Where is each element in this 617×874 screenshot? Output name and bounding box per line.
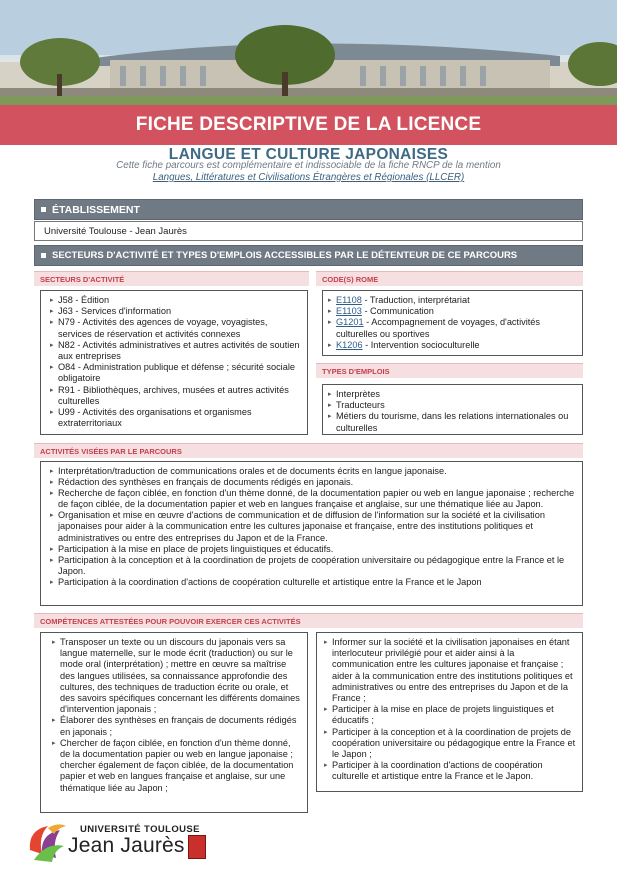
list-item: ▸ Participer à la mise en place de projets linguistiques et éducatifs ; [324, 704, 578, 726]
list-item: ▸ Organisation et mise en œuvre d'actions de communication et de diffusion de l'information sur la société et la civilisation japonaises pour aider à la communication entre les cultures japonaise et française, entre des institutions politiques et administratives ou entre des entreprises du Japon et de la France. [50, 510, 578, 543]
rome-item [328, 317, 578, 339]
university-logo [24, 820, 224, 866]
list-item: ▸ Participation à la coordination d'actions de coopération culturelle et artistique entre la France et le Japon [50, 577, 578, 588]
list-item: ▸ Participation à la conception et à la coordination de projets de coopération universitaire ou pédagogique entre la France et le Japon. [50, 555, 578, 577]
list-item: ▸ Interprétation/traduction de communications orales et de documents écrits en langue japonaise. [50, 466, 578, 477]
list-item: ▸ Chercher de façon ciblée, en fonction d'un thème donné, de la documentation papier ou web en langue japonaise ; chercher également de façon ciblée, de la documentation papier et web en langues française et anglaise, sur une thématique liée au Japon ; [52, 738, 303, 794]
etablissement-header [34, 199, 583, 220]
codes-rome-title: CODE(S) ROME [322, 274, 379, 284]
logo-jean-jaures-text: Jean Jaurès [68, 834, 185, 857]
list-item: ▸ Participer à la conception et à la coordination de projets de coopération universitaire ou pédagogique entre la France et le Japon ; [324, 727, 578, 761]
list-item: ▸ Transposer un texte ou un discours du japonais vers sa langue maternelle, sur le mode écrit (traduction) ou sur le mode oral (interprétation) ; mettre en œuvre sa maîtrise des langues utilisées, sa connaissance approfondie des cultures, des techniques de traduction écrite ou orale, et des savoirs spécifiques concernant les différents domaines d'intervention japonais ; [52, 637, 303, 715]
activites-subheader [34, 443, 583, 458]
rome-item [328, 306, 578, 317]
rome-label: - Communication [361, 306, 434, 317]
rome-code-link[interactable]: E1103 [336, 306, 362, 317]
list-item: ▸ U99 - Activités des organisations et organismes extraterritoriaux [50, 407, 303, 429]
list-item: ▸ Interprètes [328, 389, 578, 400]
rome-item [328, 295, 578, 306]
competences-right-box [316, 632, 583, 792]
document-title: FICHE DESCRIPTIVE DE LA LICENCE [135, 114, 482, 135]
list-item: ▸ J63 - Services d'information [50, 306, 303, 317]
competences-subheader [34, 613, 583, 628]
list-item: ▸ Traducteurs [328, 400, 578, 411]
campus-illustration [0, 0, 617, 105]
rome-code-link[interactable]: G1201 [336, 317, 364, 328]
logo-university-text: UNIVERSITÉ TOULOUSE [80, 824, 200, 835]
list-item: ▸ N79 - Activités des agences de voyage, voyagistes, services de réservation et activités connexes [50, 317, 303, 339]
secteurs-title: SECTEURS D'ACTIVITÉ [40, 274, 125, 284]
title-banner [0, 105, 617, 145]
secteurs-bar-title: SECTEURS D'ACTIVITÉ ET TYPES D'EMPLOIS ACCESSIBLES PAR LE DÉTENTEUR DE CE PARCOURS [52, 250, 518, 261]
rome-code-link[interactable]: E1108 [336, 295, 362, 305]
mention-link[interactable]: Langues, Littératures et Civilisations Étrangères et Régionales (LLCER) [152, 172, 465, 183]
rome-label: - Intervention socioculturelle [362, 339, 480, 350]
rome-code-link[interactable]: K1206 [336, 339, 363, 350]
activites-box [40, 461, 583, 606]
list-item: ▸ Recherche de façon ciblée, en fonction d'un thème donné, de la documentation papier ou web en langue japonaise ; recherche de façon ciblée, de la documentation papier et web en langues française et anglaise, sur une thématique liée au Japon. [50, 488, 578, 510]
list-item: ▸ J58 - Édition [50, 295, 303, 306]
rome-item [328, 340, 578, 351]
competences-title: COMPÉTENCES ATTESTÉES POUR POUVOIR EXERCER CES ACTIVITÉS [40, 616, 301, 626]
list-item: ▸ R91 - Bibliothèques, archives, musées et autres activités culturelles [50, 385, 303, 407]
intro-line: Cette fiche parcours est complémentaire et indissociable de la fiche RNCP de la mention [116, 160, 501, 171]
logo-swirl-icon [24, 820, 70, 864]
secteurs-box [40, 290, 308, 435]
list-item: ▸ Participation à la mise en place de projets linguistiques et éducatifs. [50, 544, 578, 555]
activites-title: ACTIVITÉS VISÉES PAR LE PARCOURS [40, 446, 182, 456]
bullet-square-icon [41, 207, 46, 212]
rome-label: - Traduction, interprétariat [361, 295, 470, 305]
competences-left-box [40, 632, 308, 813]
intro-text [60, 160, 557, 184]
secteurs-subheader [34, 271, 309, 286]
codes-rome-subheader [316, 271, 583, 286]
campus-photo [0, 0, 617, 105]
list-item: ▸ Rédaction des synthèses en français de documents rédigés en japonais. [50, 477, 578, 488]
etablissement-value: Université Toulouse - Jean Jaurès [44, 225, 187, 237]
list-item: ▸ Métiers du tourisme, dans les relations internationales ou culturelles [328, 411, 578, 433]
codes-rome-box [322, 290, 583, 356]
types-emplois-title: TYPES D'EMPLOIS [322, 366, 390, 376]
list-item: ▸ Élaborer des synthèses en français de documents rédigés en japonais ; [52, 715, 303, 737]
bullet-square-icon [41, 253, 46, 258]
seal-icon [188, 835, 206, 859]
etablissement-box [34, 221, 583, 241]
list-item: ▸ Informer sur la société et la civilisation japonaises en étant interlocuteur privilégié pour et aider ainsi à la communication entre les cultures japonaise et française ; aider à la communication entre des institutions politiques et administratives ou entre des entreprises du Japon et de la France ; [324, 637, 578, 704]
list-item: ▸ Participer à la coordination d'actions de coopération culturelle et artistique entre la France et le Japon. [324, 760, 578, 782]
list-item: ▸ N82 - Activités administratives et autres activités de soutien aux entreprises [50, 340, 303, 362]
types-emplois-subheader [316, 363, 583, 378]
list-item: ▸ O84 - Administration publique et défense ; sécurité sociale obligatoire [50, 362, 303, 384]
types-emplois-box [322, 384, 583, 435]
secteurs-header [34, 245, 583, 266]
rome-label: - Accompagnement de voyages, d'activités culturelles ou sportives [336, 317, 541, 339]
etablissement-title: ÉTABLISSEMENT [52, 203, 140, 216]
parcours-title: LANGUE ET CULTURE JAPONAISES [168, 146, 449, 163]
